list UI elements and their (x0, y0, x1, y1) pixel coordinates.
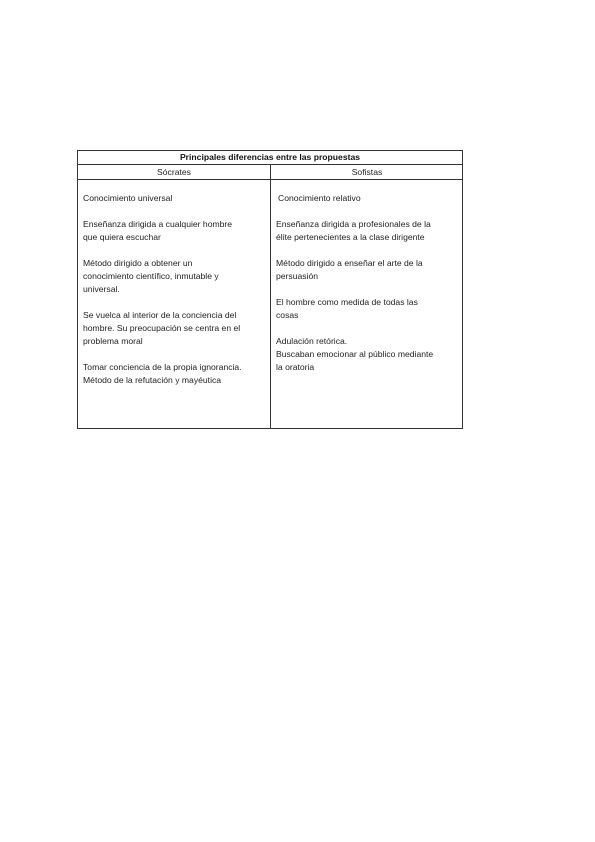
socrates-entry: Conocimiento universal (83, 193, 173, 203)
socrates-entry: Tomar conciencia de la propia ignorancia. Método de la refutación y mayéutica (83, 362, 242, 385)
sofistas-entry: El hombre como medida de todas las cosas (276, 297, 418, 320)
socrates-entry: Método dirigido a obtener un conocimiento científico, inmutable y universal. (83, 258, 219, 294)
header-sofistas: Sofistas (351, 167, 383, 177)
table-header-row (78, 165, 462, 180)
socrates-entry: Enseñanza dirigida a cualquier hombre que quiera escuchar (83, 219, 233, 242)
sofistas-entry: Enseñanza dirigida a profesionales de la élite pertenecientes a la clase dirigente (276, 219, 431, 242)
table-body-row (78, 180, 462, 428)
socrates-entry: Se vuelca al interior de la conciencia del hombre. Su preocupación se centra en el problema moral (83, 310, 241, 346)
sofistas-column (271, 180, 462, 428)
socrates-column (78, 180, 271, 428)
sofistas-entry: Adulación retórica. Buscaban emocionar al público mediante la oratoria (276, 336, 434, 372)
comparison-table (77, 150, 463, 429)
header-socrates: Sócrates (78, 165, 271, 179)
sofistas-entry: Conocimiento relativo (278, 193, 361, 203)
table-title: Principales diferencias entre las propuestas (78, 151, 462, 165)
sofistas-entry: Método dirigido a enseñar el arte de la persuasión (276, 258, 423, 281)
